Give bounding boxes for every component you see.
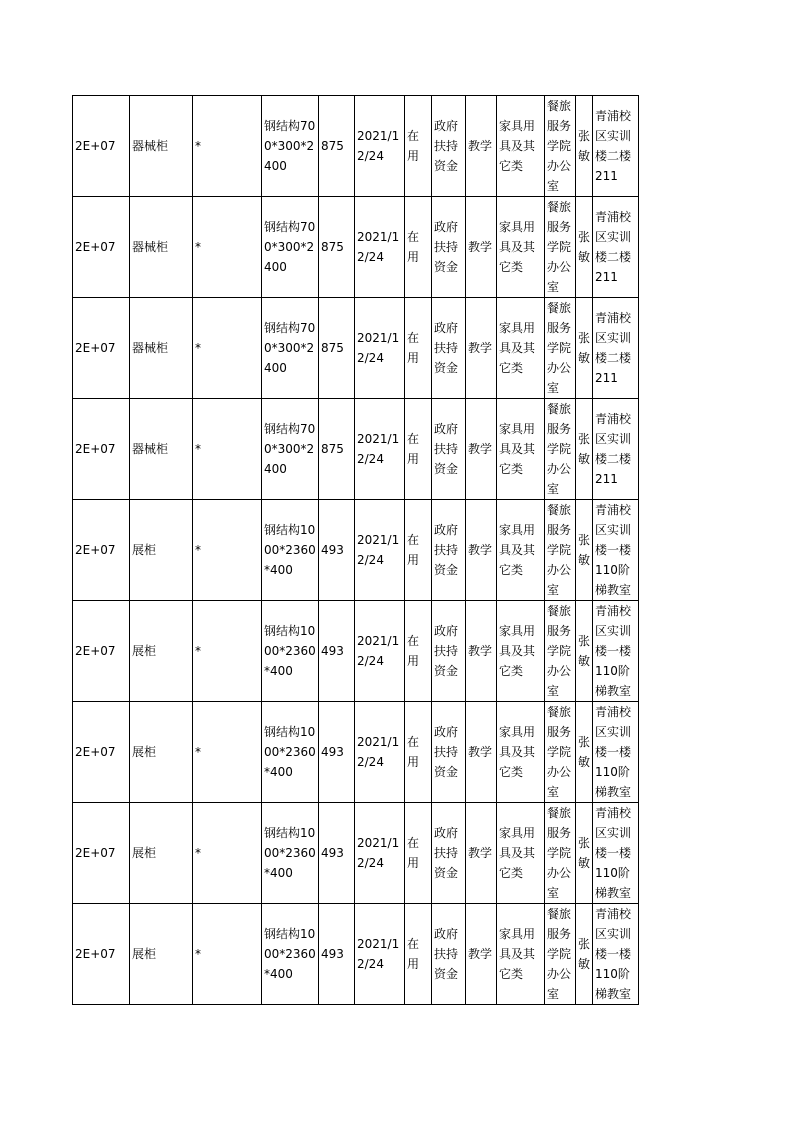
asterisk-cell: * <box>193 601 262 702</box>
status-cell: 在用 <box>405 197 432 298</box>
price-cell: 875 <box>319 96 355 197</box>
table-row <box>73 298 639 399</box>
price-cell: 875 <box>319 197 355 298</box>
asterisk-cell: * <box>193 96 262 197</box>
asset-name-cell: 器械柜 <box>130 197 193 298</box>
fund-source-cell: 政府扶持资金 <box>432 803 466 904</box>
category-cell: 家具用具及其它类 <box>497 298 545 399</box>
date-cell: 2021/12/24 <box>355 298 405 399</box>
category-cell: 家具用具及其它类 <box>497 702 545 803</box>
usage-cell: 教学 <box>466 904 497 1005</box>
spec-cell: 钢结构700*300*2400 <box>262 399 319 500</box>
status-cell: 在用 <box>405 399 432 500</box>
custodian-cell: 张敏 <box>576 399 593 500</box>
fund-source-cell: 政府扶持资金 <box>432 500 466 601</box>
category-cell: 家具用具及其它类 <box>497 803 545 904</box>
asset-name-cell: 器械柜 <box>130 96 193 197</box>
custodian-cell: 张敏 <box>576 96 593 197</box>
fund-source-cell: 政府扶持资金 <box>432 298 466 399</box>
table-row <box>73 197 639 298</box>
usage-cell: 教学 <box>466 96 497 197</box>
asterisk-cell: * <box>193 904 262 1005</box>
asterisk-cell: * <box>193 500 262 601</box>
table-row <box>73 601 639 702</box>
date-cell: 2021/12/24 <box>355 500 405 601</box>
asterisk-cell: * <box>193 298 262 399</box>
custodian-cell: 张敏 <box>576 803 593 904</box>
price-cell: 493 <box>319 702 355 803</box>
price-cell: 493 <box>319 904 355 1005</box>
status-cell: 在用 <box>405 96 432 197</box>
spec-cell: 钢结构1000*2360*400 <box>262 702 319 803</box>
date-cell: 2021/12/24 <box>355 399 405 500</box>
usage-cell: 教学 <box>466 399 497 500</box>
asset-code-cell: 2E+07 <box>73 298 130 399</box>
spec-cell: 钢结构1000*2360*400 <box>262 601 319 702</box>
asset-code-cell: 2E+07 <box>73 702 130 803</box>
spec-cell: 钢结构1000*2360*400 <box>262 803 319 904</box>
location-cell: 青浦校区实训楼一楼110阶梯教室 <box>593 904 639 1005</box>
asterisk-cell: * <box>193 803 262 904</box>
category-cell: 家具用具及其它类 <box>497 904 545 1005</box>
location-cell: 青浦校区实训楼一楼110阶梯教室 <box>593 803 639 904</box>
category-cell: 家具用具及其它类 <box>497 96 545 197</box>
asset-name-cell: 器械柜 <box>130 298 193 399</box>
table-row <box>73 803 639 904</box>
table-row <box>73 96 639 197</box>
category-cell: 家具用具及其它类 <box>497 500 545 601</box>
location-cell: 青浦校区实训楼一楼110阶梯教室 <box>593 702 639 803</box>
asterisk-cell: * <box>193 197 262 298</box>
spec-cell: 钢结构700*300*2400 <box>262 298 319 399</box>
category-cell: 家具用具及其它类 <box>497 197 545 298</box>
location-cell: 青浦校区实训楼二楼211 <box>593 96 639 197</box>
fund-source-cell: 政府扶持资金 <box>432 96 466 197</box>
price-cell: 875 <box>319 399 355 500</box>
department-cell: 餐旅服务学院办公室 <box>545 298 576 399</box>
department-cell: 餐旅服务学院办公室 <box>545 601 576 702</box>
asset-code-cell: 2E+07 <box>73 96 130 197</box>
department-cell: 餐旅服务学院办公室 <box>545 399 576 500</box>
custodian-cell: 张敏 <box>576 904 593 1005</box>
price-cell: 493 <box>319 601 355 702</box>
asset-name-cell: 展柜 <box>130 702 193 803</box>
status-cell: 在用 <box>405 500 432 601</box>
table-row <box>73 702 639 803</box>
asset-code-cell: 2E+07 <box>73 601 130 702</box>
custodian-cell: 张敏 <box>576 702 593 803</box>
asset-code-cell: 2E+07 <box>73 197 130 298</box>
usage-cell: 教学 <box>466 500 497 601</box>
location-cell: 青浦校区实训楼二楼211 <box>593 298 639 399</box>
table-row <box>73 500 639 601</box>
fund-source-cell: 政府扶持资金 <box>432 399 466 500</box>
price-cell: 875 <box>319 298 355 399</box>
table-row <box>73 399 639 500</box>
location-cell: 青浦校区实训楼二楼211 <box>593 399 639 500</box>
usage-cell: 教学 <box>466 601 497 702</box>
spec-cell: 钢结构700*300*2400 <box>262 197 319 298</box>
custodian-cell: 张敏 <box>576 601 593 702</box>
price-cell: 493 <box>319 500 355 601</box>
fund-source-cell: 政府扶持资金 <box>432 601 466 702</box>
status-cell: 在用 <box>405 904 432 1005</box>
usage-cell: 教学 <box>466 298 497 399</box>
department-cell: 餐旅服务学院办公室 <box>545 803 576 904</box>
status-cell: 在用 <box>405 702 432 803</box>
location-cell: 青浦校区实训楼一楼110阶梯教室 <box>593 601 639 702</box>
asset-table <box>72 95 639 1005</box>
category-cell: 家具用具及其它类 <box>497 601 545 702</box>
asterisk-cell: * <box>193 702 262 803</box>
category-cell: 家具用具及其它类 <box>497 399 545 500</box>
asset-name-cell: 展柜 <box>130 803 193 904</box>
custodian-cell: 张敏 <box>576 298 593 399</box>
custodian-cell: 张敏 <box>576 500 593 601</box>
date-cell: 2021/12/24 <box>355 702 405 803</box>
date-cell: 2021/12/24 <box>355 803 405 904</box>
department-cell: 餐旅服务学院办公室 <box>545 702 576 803</box>
date-cell: 2021/12/24 <box>355 96 405 197</box>
spec-cell: 钢结构1000*2360*400 <box>262 500 319 601</box>
department-cell: 餐旅服务学院办公室 <box>545 904 576 1005</box>
spec-cell: 钢结构1000*2360*400 <box>262 904 319 1005</box>
status-cell: 在用 <box>405 803 432 904</box>
fund-source-cell: 政府扶持资金 <box>432 197 466 298</box>
date-cell: 2021/12/24 <box>355 197 405 298</box>
table-body <box>73 96 639 1005</box>
fund-source-cell: 政府扶持资金 <box>432 904 466 1005</box>
price-cell: 493 <box>319 803 355 904</box>
usage-cell: 教学 <box>466 702 497 803</box>
fund-source-cell: 政府扶持资金 <box>432 702 466 803</box>
usage-cell: 教学 <box>466 803 497 904</box>
status-cell: 在用 <box>405 298 432 399</box>
custodian-cell: 张敏 <box>576 197 593 298</box>
asset-name-cell: 展柜 <box>130 601 193 702</box>
asterisk-cell: * <box>193 399 262 500</box>
asset-name-cell: 展柜 <box>130 904 193 1005</box>
asset-code-cell: 2E+07 <box>73 399 130 500</box>
asset-code-cell: 2E+07 <box>73 803 130 904</box>
spec-cell: 钢结构700*300*2400 <box>262 96 319 197</box>
date-cell: 2021/12/24 <box>355 601 405 702</box>
asset-code-cell: 2E+07 <box>73 500 130 601</box>
asset-name-cell: 器械柜 <box>130 399 193 500</box>
status-cell: 在用 <box>405 601 432 702</box>
asset-name-cell: 展柜 <box>130 500 193 601</box>
department-cell: 餐旅服务学院办公室 <box>545 500 576 601</box>
usage-cell: 教学 <box>466 197 497 298</box>
asset-code-cell: 2E+07 <box>73 904 130 1005</box>
date-cell: 2021/12/24 <box>355 904 405 1005</box>
location-cell: 青浦校区实训楼一楼110阶梯教室 <box>593 500 639 601</box>
table-row <box>73 904 639 1005</box>
department-cell: 餐旅服务学院办公室 <box>545 96 576 197</box>
department-cell: 餐旅服务学院办公室 <box>545 197 576 298</box>
location-cell: 青浦校区实训楼二楼211 <box>593 197 639 298</box>
